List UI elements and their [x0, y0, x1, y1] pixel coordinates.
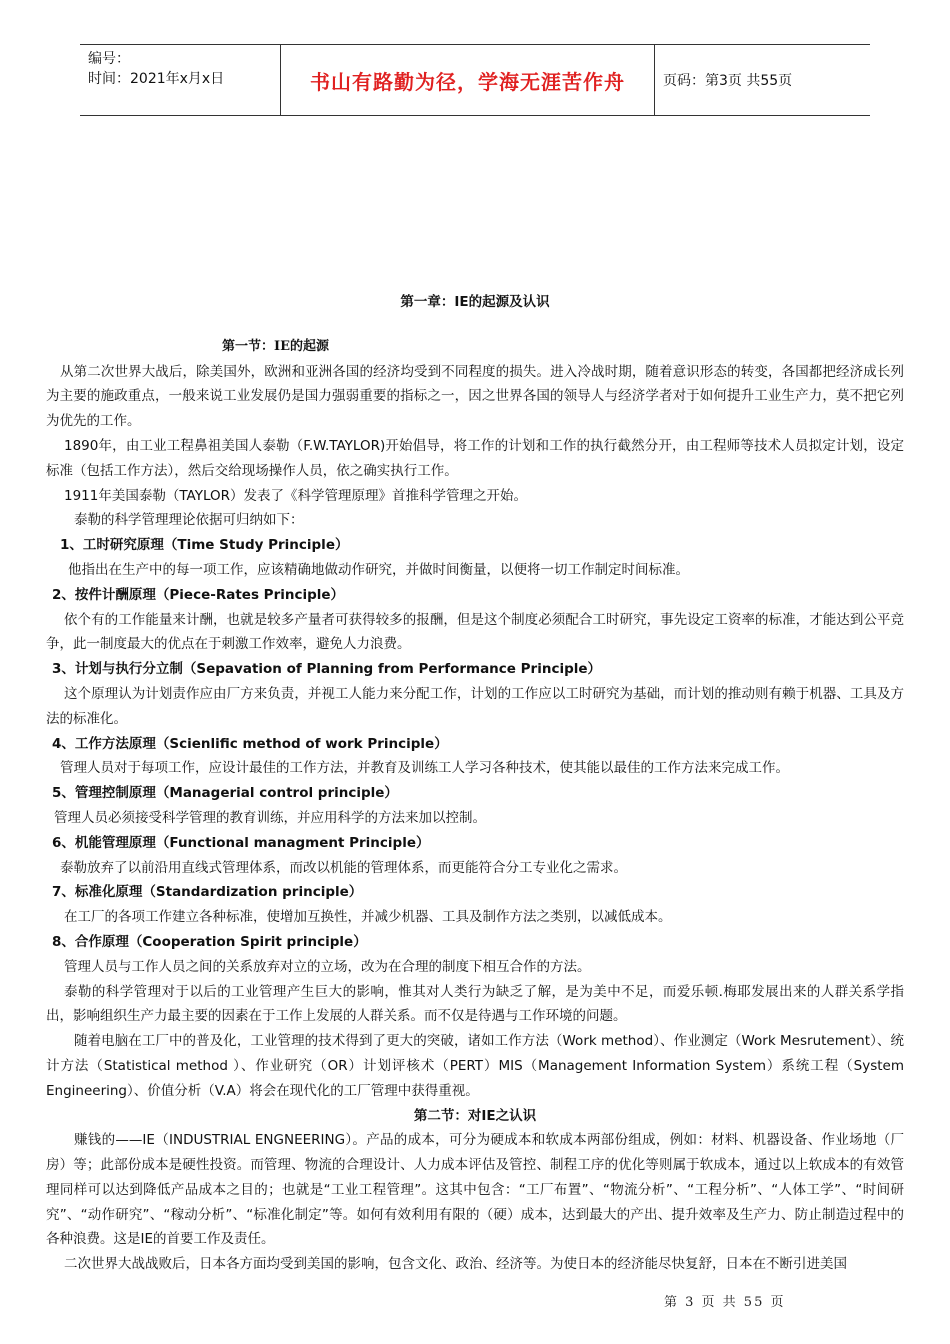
section-title: 第一节：IE的起源 — [222, 338, 329, 354]
document-number-label: 编号： — [88, 51, 130, 67]
principle-title: 5、管理控制原理（Managerial control principle） — [52, 785, 398, 802]
page-header — [80, 44, 870, 116]
document-time-label: 时间：2021年x月x日 — [88, 71, 225, 87]
principle-title: 7、标准化原理（Standardization principle） — [52, 884, 363, 901]
principle-title: 1、工时研究原理（Time Study Principle） — [60, 537, 349, 554]
principle-title: 3、计划与执行分立制（Sepavation of Planning from Performance Principle） — [52, 661, 602, 678]
chapter-title: 第一章：IE的起源及认识 — [400, 294, 550, 310]
header-meta — [80, 45, 281, 115]
principle-text: 管理人员对于每项工作，应设计最佳的工作方法，并教育及训练工人学习各种技术，使其能以最佳的工作方法来完成工作。 — [60, 760, 789, 777]
principle-text: 泰勒放弃了以前沿用直线式管理体系，而改以机能的管理体系，而更能符合分工专业化之需求。 — [60, 859, 627, 876]
paragraph: 泰勒的科学管理理论依据可归纳如下： — [74, 512, 304, 529]
header-page-label: 页码：第3页 共55页 — [663, 73, 793, 89]
header-motto-cell — [281, 45, 655, 115]
paragraph: 随着电脑在工厂中的普及化，工业管理的技术得到了更大的突破，诸如工作方法（Work method）、作业测定（Work Mesrutement）、统计方法（Statistical method ）、作业研究（OR）计划评核术（PERT）MIS（Management Information System）系统工程（System Engineering）、价值分析（V.A）将会在现代化的工厂管理中获得重视。 — [46, 1033, 904, 1099]
principle-text: 这个原理认为计划责作应由厂方来负责，并视工人能力来分配工作，计划的工作应以工时研究为基础，而计划的推动则有赖于机器、工具及方法的标准化。 — [46, 685, 904, 727]
principle-text: 管理人员与工作人员之间的关系放弃对立的立场，改为在合理的制度下相互合作的方法。 — [64, 958, 591, 975]
paragraph: 从第二次世界大战后，除美国外，欧洲和亚洲各国的经济均受到不同程度的损失。进入冷战时期，随着意识形态的转变，各国都把经济成长列为主要的施政重点，一般来说工业发展仍是国力强弱重要的指标之一，因之世界各国的领导人与经济学者对于如何提升工业生产力，莫不把它列为优先的工作。 — [46, 363, 904, 430]
paragraph: 赚钱的——IE（INDUSTRIAL ENGNEERING）。产品的成本，可分为硬成本和软成本两部份组成，例如：材料、机器设备、作业场地（厂房）等；此部份成本是硬性投资。而管理、物流的合理设计、人力成本评估及管控、制程工序的优化等则属于软成本，通过以上软成本的有效管理同样可以达到降低产品成本之目的；也就是“工业工程管理”。这其中包含：“工厂布置”、“物流分析”、“工程分析”、“人体工学”、“时间研究”、“动作研究”、“稼动分析”、“标准化制定”等。如何有效利用有限的（硬）成本，达到最大的产出、提升效率及生产力、防止制造过程中的各种浪费。这是IE的首要工作及责任。 — [46, 1132, 904, 1248]
paragraph: 二次世界大战战败后，日本各方面均受到美国的影响，包含文化、政治、经济等。为使日本的经济能尽快复舒，日本在不断引进美国 — [64, 1256, 847, 1273]
principle-text: 依个有的工作能量来计酬，也就是较多产量者可获得较多的报酬，但是这个制度必须配合工时研究，事先设定工资率的标准，才能达到公平竞争，此一制度最大的优点在于刺激工作效率，避免人力浪费。 — [46, 611, 904, 653]
header-motto: 书山有路勤为径，学海无涯苦作舟 — [310, 69, 625, 94]
header-page-cell — [655, 45, 870, 115]
principle-text: 他指出在生产中的每一项工作，应该精确地做动作研究，并做时间衡量，以便将一切工作制定时间标准。 — [68, 561, 689, 578]
principle-title: 8、合作原理（Cooperation Spirit principle） — [52, 933, 367, 950]
section-title: 第二节：对IE之认识 — [413, 1107, 537, 1124]
paragraph: 泰勒的科学管理对于以后的工业管理产生巨大的影响，惟其对人类行为缺乏了解，是为美中不足，而爱乐顿.梅耶发展出来的人群关系学指出，影响组织生产力最主要的因素在于工作上发展的人群关系。而不仅是待遇与工作环境的问题。 — [46, 983, 904, 1025]
principle-title: 6、机能管理原理（Functional managment Principle） — [52, 834, 430, 851]
page-footer: 第 3 页 共 55 页 — [664, 1295, 786, 1310]
principle-text: 管理人员必须接受科学管理的教育训练，并应用科学的方法来加以控制。 — [54, 809, 486, 826]
principle-title: 2、按件计酬原理（Piece-Rates Principle） — [52, 586, 345, 603]
paragraph: 1890年，由工业工程鼻祖美国人泰勒（F.W.TAYLOR)开始倡导，将工作的计划和工作的执行截然分开，由工程师等技术人员拟定计划，设定标准（包括工作方法），然后交给现场操作人员，依之确实执行工作。 — [46, 437, 904, 479]
document-body — [46, 290, 904, 1277]
principle-title: 4、工作方法原理（Scienlific method of work Principle） — [52, 735, 448, 752]
paragraph: 1911年美国泰勒（TAYLOR）发表了《科学管理原理》首推科学管理之开始。 — [64, 487, 528, 504]
principle-text: 在工厂的各项工作建立各种标准，使增加互换性，并减少机器、工具及制作方法之类别，以减低成本。 — [64, 909, 672, 926]
